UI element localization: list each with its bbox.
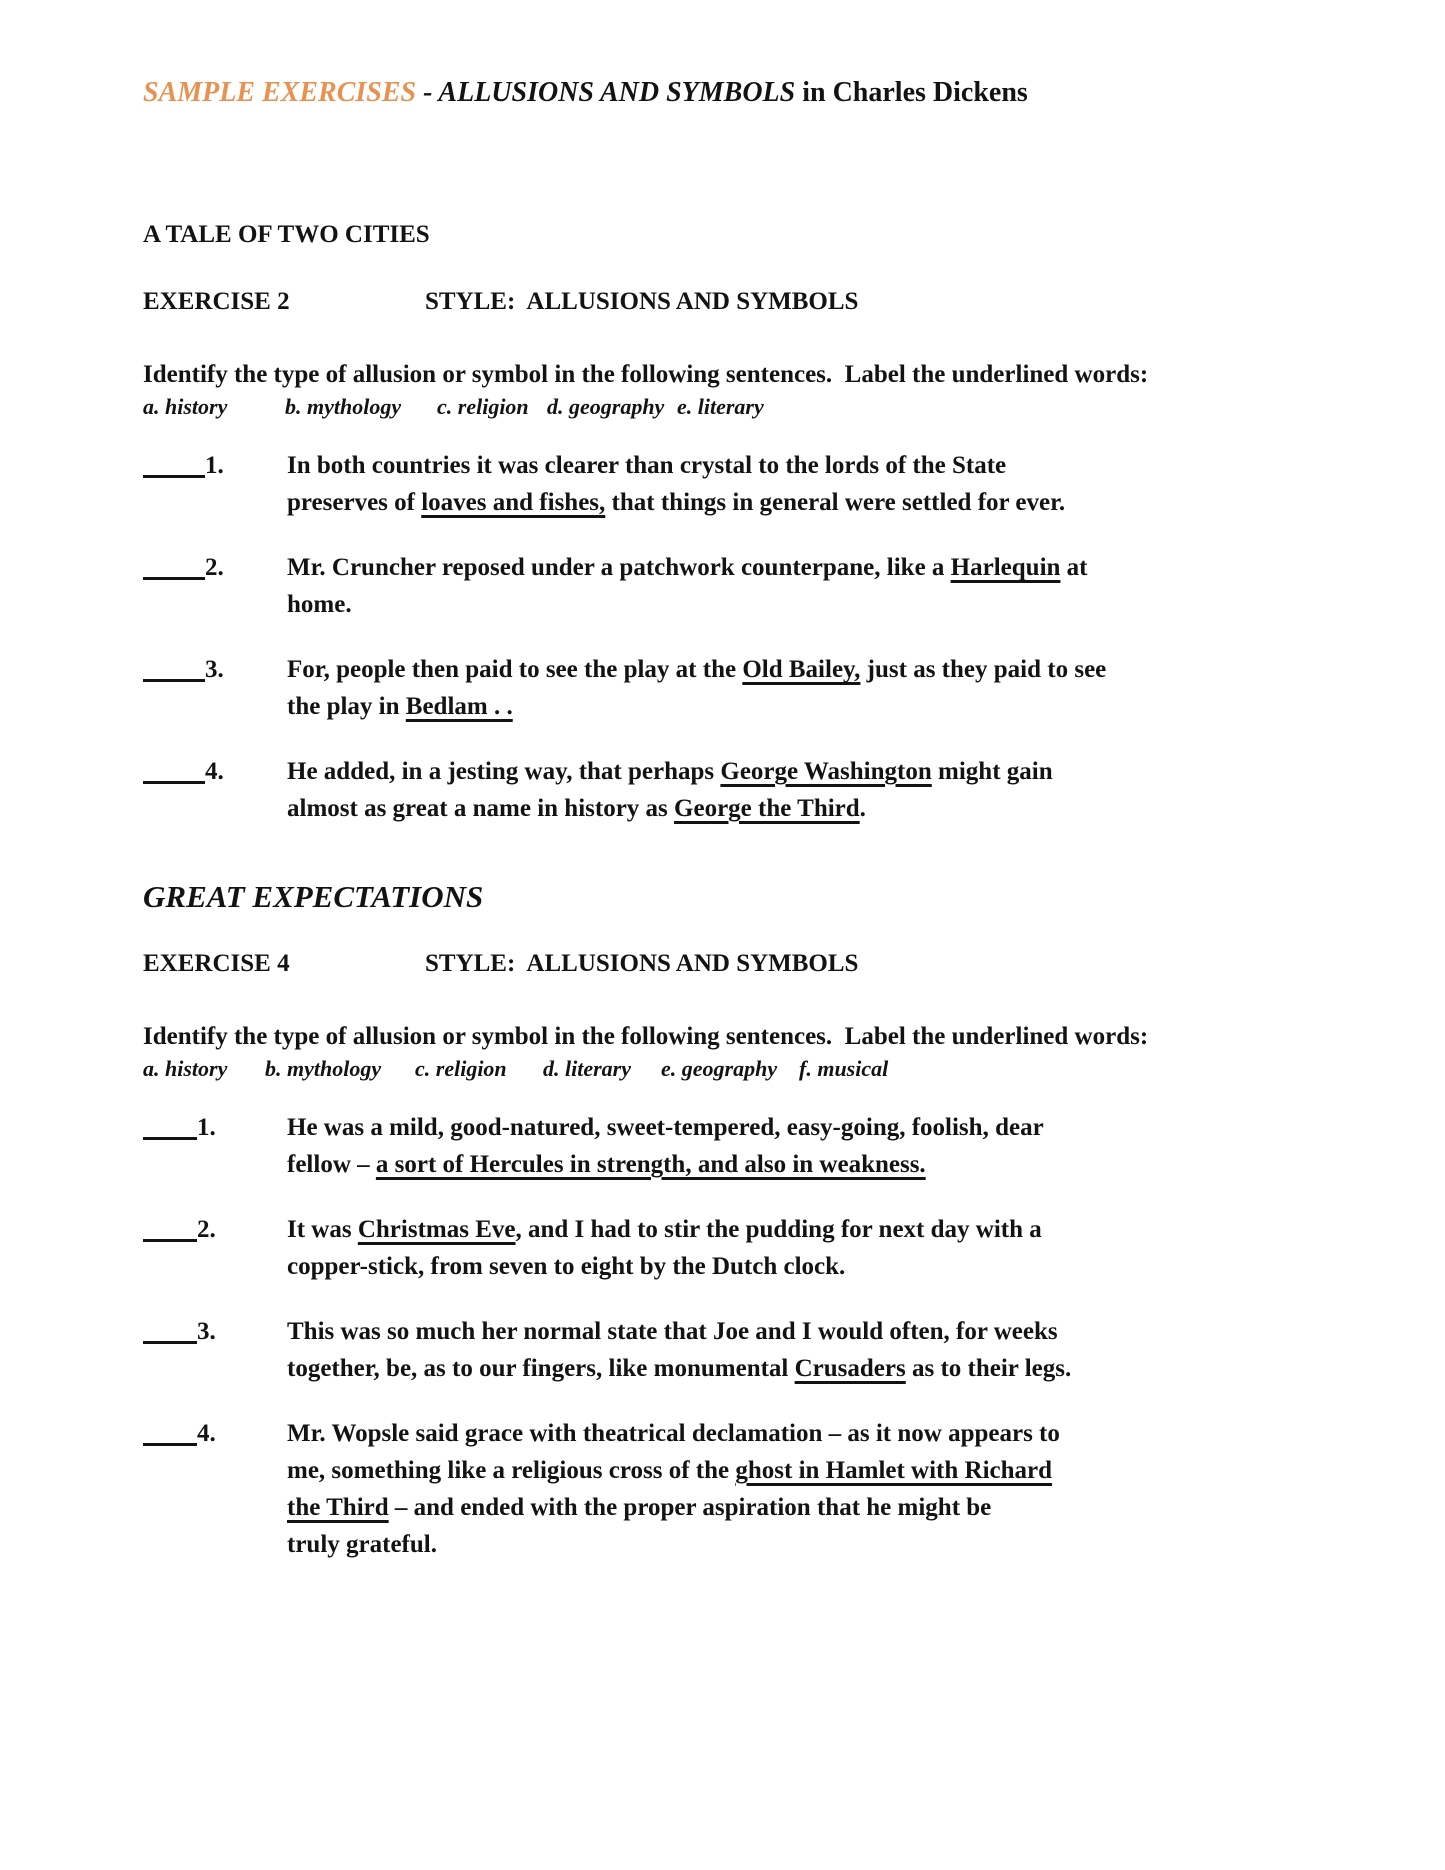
title-allusions-and-symbols: ALLUSIONS AND SYMBOLS xyxy=(438,77,796,108)
exercise-item xyxy=(143,447,1345,521)
item-number: 3. xyxy=(205,656,224,683)
option-b: b. mythology xyxy=(285,394,402,419)
answer-blank xyxy=(143,679,205,682)
exercise-item xyxy=(143,1415,1345,1563)
answer-blank xyxy=(143,577,205,580)
instructions: Identify the type of allusion or symbol in the following sentences. Label the underlined words: xyxy=(143,361,1149,388)
title-sample-exercises: SAMPLE EXERCISES xyxy=(143,77,417,108)
sentence-segment: almost as great a name in history as xyxy=(287,795,675,822)
underlined-phrase: Christmas Eve xyxy=(357,1216,516,1243)
item-number: 4. xyxy=(197,1420,216,1447)
option-d: d. geography xyxy=(547,394,665,419)
option-b: b. mythology xyxy=(265,1056,382,1081)
sentence-segment: at xyxy=(1060,554,1088,581)
sentence-segment: as to their legs. xyxy=(905,1355,1072,1382)
option-f: f. musical xyxy=(799,1056,889,1081)
sentence-segment: home. xyxy=(287,591,352,618)
sentence-segment: For, people then paid to see the play at the xyxy=(287,656,743,683)
item-label xyxy=(143,549,287,586)
item-number: 2. xyxy=(197,1216,216,1243)
exercise-item xyxy=(143,1109,1345,1183)
answer-blank xyxy=(143,781,205,784)
sentence-segment: . xyxy=(859,795,866,822)
underlined-phrase: George Washington xyxy=(720,758,932,785)
sentence-segment: preserves of xyxy=(287,489,422,516)
sentence-segment: In both countries it was clearer than crystal to the lords of the State xyxy=(287,452,1007,479)
instructions: Identify the type of allusion or symbol in the following sentences. Label the underlined words: xyxy=(143,1023,1149,1050)
underlined-phrase: Bedlam . . xyxy=(405,693,513,720)
item-number: 1. xyxy=(205,452,224,479)
item-text xyxy=(287,753,1277,827)
document-title xyxy=(143,75,1345,111)
item-label xyxy=(143,1415,287,1452)
underlined-phrase: the Third xyxy=(287,1494,389,1521)
exercise-label: EXERCISE 2 xyxy=(143,288,290,315)
sentence-segment: me, something like a religious cross of the xyxy=(287,1457,736,1484)
sentence-segment: He added, in a jesting way, that perhaps xyxy=(287,758,721,785)
option-e: e. literary xyxy=(677,394,764,419)
sentence-segment: that things in general were settled for ever. xyxy=(605,489,1066,516)
underlined-phrase: George the Third xyxy=(674,795,860,822)
answer-blank xyxy=(143,475,205,478)
book-title: A TALE OF TWO CITIES xyxy=(143,221,430,248)
sentence-segment: , and I had to stir the pudding for next day with a xyxy=(515,1216,1042,1243)
item-label xyxy=(143,1211,287,1248)
item-number: 3. xyxy=(197,1318,216,1345)
item-number: 2. xyxy=(205,554,224,581)
sentence-segment: truly grateful. xyxy=(287,1531,437,1558)
answer-blank xyxy=(143,1341,197,1344)
item-text xyxy=(287,1313,1277,1387)
title-separator: - xyxy=(416,77,439,108)
item-label xyxy=(143,753,287,790)
item-text xyxy=(287,447,1277,521)
item-text xyxy=(287,1109,1277,1183)
sentence-segment: the play in xyxy=(287,693,406,720)
exercise-label: EXERCISE 4 xyxy=(143,950,290,977)
sentence-segment: It was xyxy=(287,1216,358,1243)
option-a: a. history xyxy=(143,394,228,419)
exercise-line xyxy=(143,285,1345,319)
item-label xyxy=(143,651,287,688)
underlined-phrase: loaves and fishes, xyxy=(421,489,606,516)
sentence-segment: copper-stick, from seven to eight by the Dutch clock. xyxy=(287,1253,846,1280)
exercise-item xyxy=(143,1211,1345,1285)
item-text xyxy=(287,1211,1277,1285)
option-e: e. geography xyxy=(661,1056,778,1081)
item-text xyxy=(287,651,1277,725)
item-text xyxy=(287,549,1277,623)
options-list xyxy=(143,392,1345,422)
section-a-tale-of-two-cities xyxy=(143,218,1345,827)
style-label: STYLE: ALLUSIONS AND SYMBOLS xyxy=(425,288,859,315)
underlined-phrase: ghost in Hamlet with Richard xyxy=(735,1457,1053,1484)
option-c: c. religion xyxy=(437,394,529,419)
exercise-item xyxy=(143,1313,1345,1387)
section-great-expectations xyxy=(143,877,1345,1563)
answer-blank xyxy=(143,1443,197,1446)
underlined-phrase: a sort of Hercules in strength, and also in weakness. xyxy=(375,1151,926,1178)
options-list xyxy=(143,1054,1345,1084)
option-d: d. literary xyxy=(543,1056,631,1081)
style-label: STYLE: ALLUSIONS AND SYMBOLS xyxy=(425,950,859,977)
item-number: 4. xyxy=(205,758,224,785)
sentence-segment: fellow – xyxy=(287,1151,376,1178)
book-title: GREAT EXPECTATIONS xyxy=(143,879,484,914)
item-label xyxy=(143,1109,287,1146)
underlined-phrase: Crusaders xyxy=(794,1355,906,1382)
sentence-segment: together, be, as to our fingers, like monumental xyxy=(287,1355,795,1382)
underlined-phrase: Harlequin xyxy=(950,554,1061,581)
sentence-segment: Mr. Wopsle said grace with theatrical declamation – as it now appears to xyxy=(287,1420,1060,1447)
sentence-segment: might gain xyxy=(931,758,1053,785)
answer-blank xyxy=(143,1239,197,1242)
item-number: 1. xyxy=(197,1114,216,1141)
option-c: c. religion xyxy=(415,1056,507,1081)
item-label xyxy=(143,447,287,484)
sentence-segment: He was a mild, good-natured, sweet-tempered, easy-going, foolish, dear xyxy=(287,1114,1044,1141)
option-a: a. history xyxy=(143,1056,228,1081)
sentence-segment: – and ended with the proper aspiration that he might be xyxy=(388,1494,992,1521)
sentence-segment: just as they paid to see xyxy=(860,656,1107,683)
answer-blank xyxy=(143,1137,197,1140)
exercise-item xyxy=(143,753,1345,827)
sentence-segment: This was so much her normal state that Joe and I would often, for weeks xyxy=(287,1318,1058,1345)
underlined-phrase: Old Bailey, xyxy=(742,656,861,683)
exercise-item xyxy=(143,651,1345,725)
sentence-segment: Mr. Cruncher reposed under a patchwork counterpane, like a xyxy=(287,554,951,581)
item-label xyxy=(143,1313,287,1350)
exercise-item xyxy=(143,549,1345,623)
exercise-line xyxy=(143,947,1345,981)
title-in-charles-dickens: in Charles Dickens xyxy=(795,77,1028,108)
item-text xyxy=(287,1415,1277,1563)
